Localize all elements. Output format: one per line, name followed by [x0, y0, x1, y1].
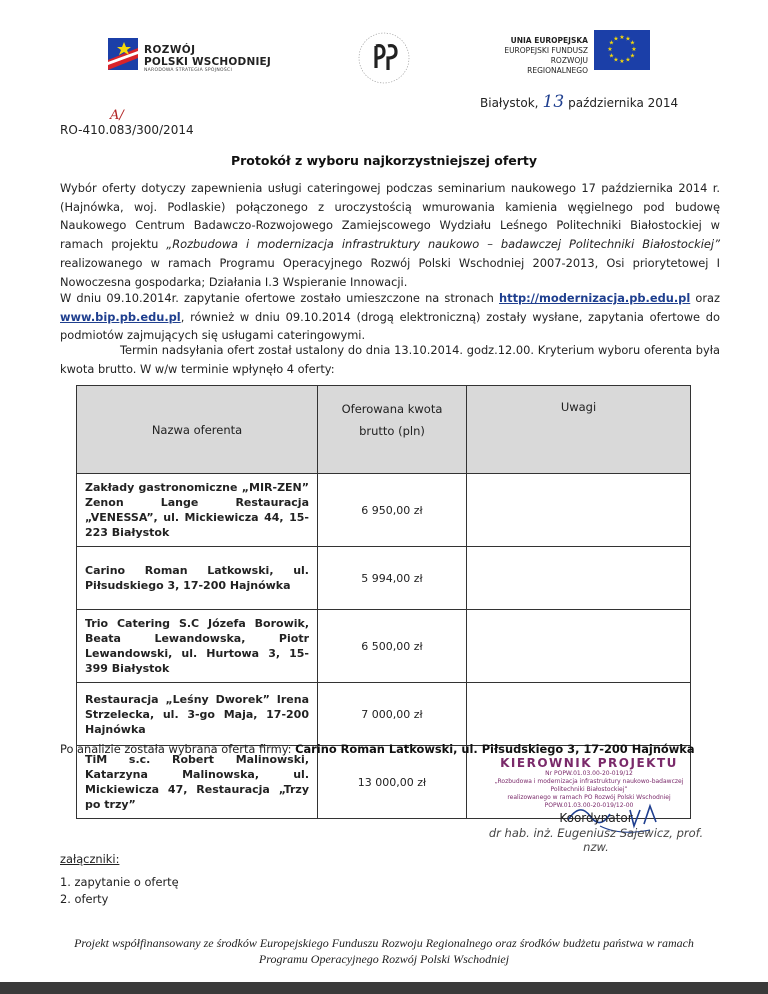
document-title: Protokół z wyboru najkorzystniejszej oferty [230, 153, 538, 168]
para2-mid: oraz [690, 291, 720, 305]
link-modernizacja[interactable]: http://modernizacja.pb.edu.pl [499, 291, 691, 305]
svg-text:★: ★ [629, 39, 636, 47]
stamp-line4: Politechniki Białostockiej” [550, 786, 628, 793]
table-row [77, 610, 691, 683]
svg-text:★: ★ [625, 56, 631, 64]
attachments-heading: załączniki: [60, 852, 120, 866]
paragraph-deadline: Termin nadsyłania ofert został ustalony do dnia 13.10.2014. godz.12.00. Kryterium wyboru oferenta była kwota brutto. W w/w terminie wpłynęło 4 oferty: [60, 343, 720, 376]
link-bip[interactable]: www.bip.pb.edu.pl [60, 309, 181, 324]
para2-post: , również w dniu 09.10.2014 (drogą elektroniczną) zostały wysłane, zapytania ofertowe do podmiotów zajmujących się usługami cateringowymi. [60, 309, 720, 343]
paragraph-publication [60, 289, 720, 345]
offer-name: Restauracja „Leśny Dworek” Irena Strzelecka, ul. 3-go Maja, 17-200 Hajnówka [77, 683, 318, 746]
list-item: 1. zapytanie o ofertę [60, 875, 179, 889]
handwritten-day: 13 [542, 92, 565, 112]
offer-name: Carino Roman Latkowski, ul. Piłsudskiego 3, 17-200 Hajnówka [77, 547, 318, 610]
politechnika-bialostocka-logo [356, 30, 412, 86]
svg-text:★: ★ [629, 52, 636, 60]
stamp-line5: realizowanego w ramach PO Rozwój Polski Wschodniej [507, 794, 671, 801]
svg-text:★: ★ [613, 56, 619, 64]
month-year: października 2014 [568, 96, 679, 110]
offer-note [467, 683, 691, 746]
offer-amount: 6 950,00 zł [318, 474, 467, 547]
project-name: „Rozbudowa i modernizacja infrastruktury naukowo – badawczej Politechniki Białostockiej” [166, 237, 720, 252]
offer-name: TiM s.c. Robert Malinowski, Katarzyna Malinowska, ul. Mickiewicza 47, Restauracja „Trzy po trzy” [77, 746, 318, 819]
offer-name: Zakłady gastronomiczne „MIR-ZEN” Zenon Lange Restauracja „VENESSA”, ul. Mickiewicza 44, 15-223 Białystok [77, 474, 318, 547]
attachments-list [60, 874, 179, 908]
para2-pre: W dniu 09.10.2014r. zapytanie ofertowe zostało umieszczone na stronach [60, 291, 500, 305]
list-item: 2. oferty [60, 892, 109, 906]
eu-flag-icon [594, 30, 650, 70]
offer-amount: 5 994,00 zł [318, 547, 467, 610]
offer-amount: 6 500,00 zł [318, 610, 467, 683]
pb-emblem-icon [356, 30, 412, 86]
svg-text:★: ★ [613, 35, 619, 43]
handwritten-ref-mark: A/ [110, 108, 124, 123]
rpw-logo-line2: POLSKI WSCHODNIEJ [144, 56, 272, 68]
cofinancing-footer: Projekt współfinansowany ze środków Europejskiego Funduszu Rozwoju Regionalnego oraz środków budżetu państwa w ramach Programu Operacyjnego Rozwój Polski Wschodniej [74, 936, 694, 966]
place: Białystok, [480, 96, 539, 110]
svg-text:★: ★ [625, 35, 631, 43]
para1-post: realizowanego w ramach Programu Operacyjnego Rozwój Polski Wschodniej 2007-2013, Osi priorytetowej I Nowoczesna gospodarka; Działania I.3 Wspieranie Innowacji. [60, 255, 720, 289]
svg-text:★: ★ [608, 39, 615, 47]
header-notes: Uwagi [467, 386, 691, 474]
stamp-line1: KIEROWNIK PROJEKTU [500, 756, 678, 770]
result-pre: Po analizie została wybrana oferta firmy: [60, 742, 296, 756]
eu-line1: UNIA EUROPEJSKA [510, 36, 588, 45]
table-header-row [77, 386, 691, 474]
paragraph-intro [60, 179, 720, 291]
header-amount-line1: Oferowana kwota [341, 402, 443, 416]
header-amount-line2: brutto (pln) [359, 424, 425, 438]
svg-text:★: ★ [631, 46, 637, 53]
stamp-line6: POPW.01.03.00-20-019/12-00 [544, 802, 634, 809]
table-row [77, 547, 691, 610]
rozwoj-polski-wschodniej-logo [108, 38, 278, 78]
svg-text:★: ★ [619, 58, 625, 65]
eu-line3: ROZWOJU REGIONALNEGO [527, 56, 588, 75]
offer-amount: 7 000,00 zł [318, 683, 467, 746]
eu-fund-text [492, 36, 588, 76]
eu-line2: EUROPEJSKI FUNDUSZ [504, 46, 588, 55]
rpw-flag-icon [108, 38, 138, 70]
para1-pre: Wybór oferty dotyczy zapewnienia usługi cateringowej podczas seminarium naukowego 17 października 2014 r. (Hajnówka, woj. Podlaskie) połączonego z uroczystością wmurowania kamienia węgielnego pod budowę Naukowego Centrum Badawczo-Rozwojowego Zamiejscowego Wydziału Leśnego Politechniki Białostockiej w ramach projektu [60, 181, 720, 252]
offer-name: Trio Catering S.C Józefa Borowik, Beata Lewandowska, Piotr Lewandowski, ul. Hurtowa 3, 15-399 Białystok [77, 610, 318, 683]
coordinator-name: dr hab. inż. Eugeniusz Sajewicz, prof. nzw. [488, 826, 704, 854]
table-row [77, 474, 691, 547]
place-and-date [480, 92, 678, 112]
scan-bottom-edge [0, 982, 768, 994]
svg-text:★: ★ [607, 46, 613, 53]
header-amount [318, 386, 467, 474]
offer-note [467, 474, 691, 547]
reference-number: RO-410.083/300/2014 [60, 123, 194, 137]
stamp-line2: Nr POPW.01.03.00-20-019/12 [545, 770, 633, 777]
svg-text:★: ★ [619, 34, 625, 41]
offer-note [467, 610, 691, 683]
table-row [77, 683, 691, 746]
svg-text:★: ★ [608, 52, 615, 60]
header-name: Nazwa oferenta [77, 386, 318, 474]
winning-offer: Carino Roman Latkowski, ul. Piłsudskiego 3, 17-200 Hajnówka [295, 742, 695, 756]
coordinator-label: Koordynator [559, 811, 633, 825]
rpw-logo-line3: NARODOWA STRATEGIA SPÓJNOŚCI [144, 68, 233, 73]
offer-amount: 13 000,00 zł [318, 746, 467, 819]
selection-result [60, 742, 695, 756]
offer-note [467, 547, 691, 610]
rpw-logo-line1: ROZWÓJ [144, 44, 196, 56]
stamp-line3: „Rozbudowa i modernizacja infrastruktury naukowo-badawczej [494, 778, 684, 785]
